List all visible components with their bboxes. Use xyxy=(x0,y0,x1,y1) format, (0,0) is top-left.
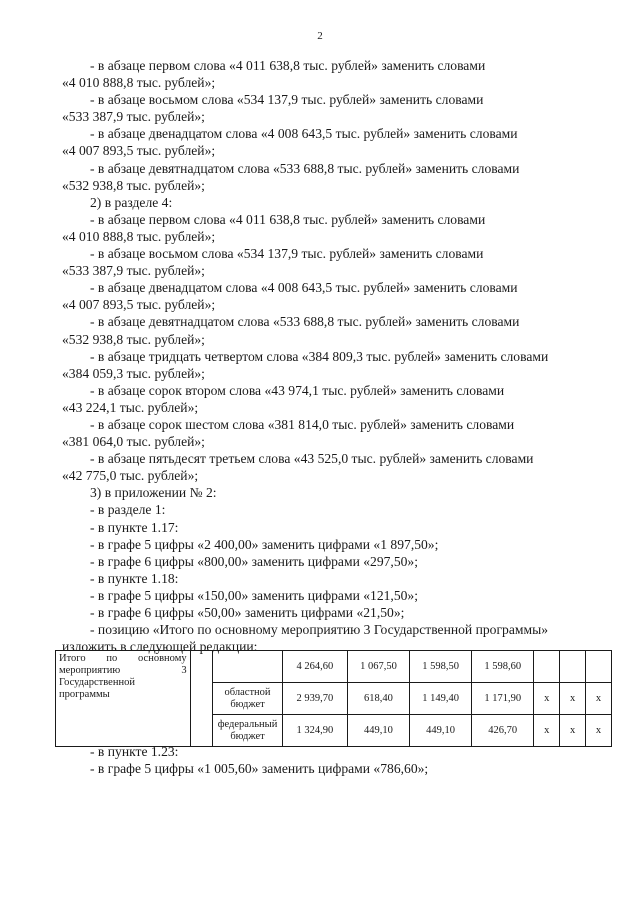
text-line: - в графе 5 цифры «1 005,60» заменить цифрами «786,60»; xyxy=(90,761,429,777)
mark-cell xyxy=(586,651,612,683)
document-body xyxy=(62,57,602,655)
text-line: - в разделе 1: xyxy=(90,502,166,518)
value-cell: 1 149,40 xyxy=(410,683,472,715)
value-cell: 449,10 xyxy=(347,715,409,747)
text-line: изложить в следующей редакции: xyxy=(62,639,258,655)
text-line: - в пункте 1.17: xyxy=(90,519,179,535)
total-cell: 4 264,60 xyxy=(282,651,347,683)
text-line: - в абзаце тридцать четвертом слова «384 809,3 тыс. рублей» заменить словами xyxy=(90,348,549,364)
total-cell: 2 939,70 xyxy=(282,683,347,715)
text-line: - в абзаце первом слова «4 011 638,8 тыс. рублей» заменить словами xyxy=(90,211,486,227)
text-line: «384 059,3 тыс. рублей»; xyxy=(62,365,205,381)
text-line: «4 007 893,5 тыс. рублей»; xyxy=(62,297,216,313)
value-cell: 449,10 xyxy=(410,715,472,747)
text-line: - в абзаце пятьдесят третьем слова «43 525,0 тыс. рублей» заменить словами xyxy=(90,451,534,467)
value-cell: 1 598,60 xyxy=(472,651,534,683)
text-line: - в абзаце девятнадцатом слова «533 688,8 тыс. рублей» заменить словами xyxy=(90,160,520,176)
amendment-table xyxy=(55,650,612,747)
text-line: - в пункте 1.18: xyxy=(90,570,179,586)
text-line: «4 010 888,8 тыс. рублей»; xyxy=(62,228,216,244)
text-line: - в абзаце восьмом слова «534 137,9 тыс. рублей» заменить словами xyxy=(90,246,484,262)
text-line: - в абзаце восьмом слова «534 137,9 тыс. рублей» заменить словами xyxy=(90,92,484,108)
total-cell: 1 324,90 xyxy=(282,715,347,747)
mark-cell: х xyxy=(534,715,560,747)
table-row xyxy=(56,651,612,683)
text-line: «381 064,0 тыс. рублей»; xyxy=(62,434,205,450)
text-line: - в абзаце сорок втором слова «43 974,1 тыс. рублей» заменить словами xyxy=(90,382,505,398)
text-line: - в абзаце сорок шестом слова «381 814,0 тыс. рублей» заменить словами xyxy=(90,416,515,432)
text-line: 3) в приложении № 2: xyxy=(90,485,217,501)
text-line: - в пункте 1.23: xyxy=(90,744,179,759)
text-line: «42 775,0 тыс. рублей»; xyxy=(62,468,199,484)
text-line: - в абзаце двенадцатом слова «4 008 643,5 тыс. рублей» заменить словами xyxy=(90,280,518,296)
source-cell xyxy=(213,651,282,683)
text-line: - в графе 6 цифры «800,00» заменить цифрами «297,50»; xyxy=(90,553,418,569)
document-tail xyxy=(62,743,602,777)
text-line: «533 387,9 тыс. рублей»; xyxy=(62,109,205,125)
text-line: «4 010 888,8 тыс. рублей»; xyxy=(62,75,216,91)
text-line: «4 007 893,5 тыс. рублей»; xyxy=(62,143,216,159)
value-cell: 1 598,50 xyxy=(410,651,472,683)
empty-cell xyxy=(190,651,213,747)
mark-cell xyxy=(560,651,586,683)
mark-cell: х xyxy=(586,683,612,715)
row-name-cell: Итого по основному мероприятию 3 Государственной программы xyxy=(56,651,191,747)
mark-cell: х xyxy=(534,683,560,715)
source-cell: областной бюджет xyxy=(213,683,282,715)
text-line: «532 938,8 тыс. рублей»; xyxy=(62,177,205,193)
value-cell: 426,70 xyxy=(472,715,534,747)
text-line: - в абзаце девятнадцатом слова «533 688,8 тыс. рублей» заменить словами xyxy=(90,314,520,330)
value-cell: 1 067,50 xyxy=(347,651,409,683)
text-line: 2) в разделе 4: xyxy=(90,194,173,210)
text-line: - позицию «Итого по основному мероприятию 3 Государственной программы» xyxy=(90,622,548,638)
text-line: - в графе 6 цифры «50,00» заменить цифрами «21,50»; xyxy=(90,605,405,620)
value-cell: 1 171,90 xyxy=(472,683,534,715)
text-line: - в абзаце первом слова «4 011 638,8 тыс. рублей» заменить словами xyxy=(90,58,486,73)
mark-cell: х xyxy=(586,715,612,747)
page-number: 2 xyxy=(317,30,323,42)
text-line: - в графе 5 цифры «2 400,00» заменить цифрами «1 897,50»; xyxy=(90,536,439,552)
text-line: «533 387,9 тыс. рублей»; xyxy=(62,263,205,279)
text-line: - в абзаце двенадцатом слова «4 008 643,5 тыс. рублей» заменить словами xyxy=(90,126,518,142)
text-line: «43 224,1 тыс. рублей»; xyxy=(62,399,199,415)
mark-cell xyxy=(534,651,560,683)
text-line: «532 938,8 тыс. рублей»; xyxy=(62,331,205,347)
source-cell: федеральный бюджет xyxy=(213,715,282,747)
text-line: - в графе 5 цифры «150,00» заменить цифрами «121,50»; xyxy=(90,587,418,603)
mark-cell: х xyxy=(560,715,586,747)
mark-cell: х xyxy=(560,683,586,715)
value-cell: 618,40 xyxy=(347,683,409,715)
